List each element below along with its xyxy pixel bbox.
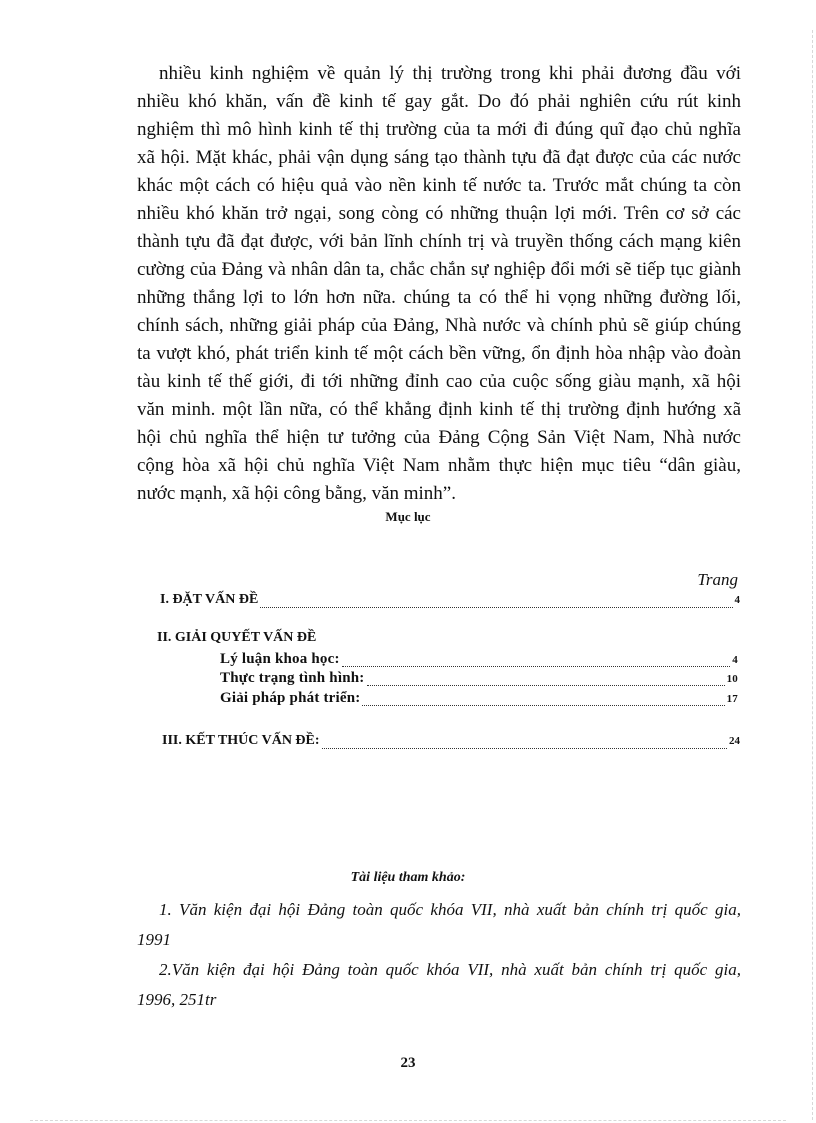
page-number: 23 [400, 1055, 416, 1071]
toc-entry-sub3[interactable] [220, 690, 738, 707]
body-line: cường của Đảng và nhân dân ta, chắc chắn sự nghiệp đổi mới sẽ tiếp tục giành [137, 259, 741, 280]
body-line: văn minh. một lần nữa, có thể khẳng định kinh tế thị trường định hướng xã [137, 399, 741, 420]
body-line: hội chủ nghĩa thể hiện tư tưởng của Đảng Cộng Sản Việt Nam, Nhà nước [137, 427, 741, 448]
body-line: nhiều khó khăn trở ngại, song còng có những thuận lợi mới. Trên cơ sở các [137, 203, 741, 224]
body-line: chính sách, những giải pháp của Đảng, Nhà nước và chính phủ sẽ giúp chúng [137, 315, 741, 336]
references-title: Tài liệu tham khảo: [350, 870, 466, 885]
toc-entry-sub1[interactable] [220, 651, 738, 668]
toc-entry-page: 4 [734, 594, 740, 606]
page-border-right [812, 30, 813, 1120]
reference-line: 1. Văn kiện đại hội Đảng toàn quốc khóa VII, nhà xuất bản chính trị quốc gia, [159, 900, 741, 919]
toc-entry-page: 10 [726, 673, 738, 685]
body-line: nghiệm thì mô hình kinh tế thị trường của ta mới đi đúng quĩ đạo chủ nghĩa [137, 119, 741, 140]
body-line: nhiều khó khăn, vấn đề kinh tế gay gắt. Do đó phải nghiên cứu rút kinh [137, 91, 741, 112]
toc-leader-dots [322, 738, 727, 749]
body-line: ta vượt khó, phát triển kinh tế một cách bền vững, ổn định hòa nhập vào đoàn [137, 343, 741, 364]
toc-leader-dots [362, 695, 724, 706]
references-list [137, 895, 741, 1015]
body-line: cộng hòa xã hội chủ nghĩa Việt Nam nhằm thực hiện mục tiêu “dân giàu, [137, 455, 741, 476]
toc-entry-section3[interactable] [162, 733, 740, 749]
toc-entry-label: Lý luận khoa học: [220, 651, 340, 667]
toc-leader-dots [367, 675, 725, 686]
toc-entry-section1[interactable] [160, 592, 740, 608]
toc-entry-label: Thực trạng tình hình: [220, 670, 365, 686]
body-line: những thắng lợi to lớn hơn nữa. chúng ta có thể hi vọng những đường lối, [137, 287, 741, 308]
body-line: khác một cách có hiệu quả vào nền kinh tế nước ta. Trước mắt chúng ta còn [137, 175, 741, 196]
body-line: xã hội. Mặt khác, phải vận dụng sáng tạo thành tựu đã đạt được của các nước [137, 147, 741, 168]
body-paragraph [137, 60, 741, 508]
reference-line: 2.Văn kiện đại hội Đảng toàn quốc khóa VII, nhà xuất bản chính trị quốc gia, [159, 960, 741, 979]
body-line: thành tựu đã đạt được, với bản lĩnh chính trị và truyền thống cách mạng kiên [137, 231, 741, 252]
toc-leader-dots [260, 597, 732, 608]
toc-entry-page: 17 [726, 693, 738, 705]
toc-entry-label: III. KẾT THÚC VẤN ĐỀ: [162, 733, 320, 748]
toc-entry-label: Giải pháp phát triển: [220, 690, 361, 706]
reference-line: 1996, 251tr [137, 990, 217, 1009]
toc-entry-section2[interactable]: II. GIẢI QUYẾT VẤN ĐỀ [157, 630, 317, 645]
body-line: nhiều kinh nghiệm về quản lý thị trường trong khi phải đương đầu với [159, 63, 741, 84]
toc-title: Mục lục [385, 509, 431, 524]
body-line: tàu kinh tế thế giới, đi tới những đỉnh cao của cuộc sống giàu mạnh, xã hội [137, 371, 741, 392]
body-line: nước mạnh, xã hội công bằng, văn minh”. [137, 483, 456, 504]
toc-leader-dots [342, 656, 731, 667]
toc-page-header: Trang [697, 570, 738, 589]
reference-line: 1991 [137, 930, 171, 949]
toc-entry-label: I. ĐẶT VẤN ĐỀ [160, 592, 259, 607]
toc-entry-page: 24 [729, 735, 740, 747]
page-border-bottom [30, 1120, 786, 1121]
toc-entry-sub2[interactable] [220, 670, 738, 687]
toc-entry-page: 4 [732, 654, 738, 666]
